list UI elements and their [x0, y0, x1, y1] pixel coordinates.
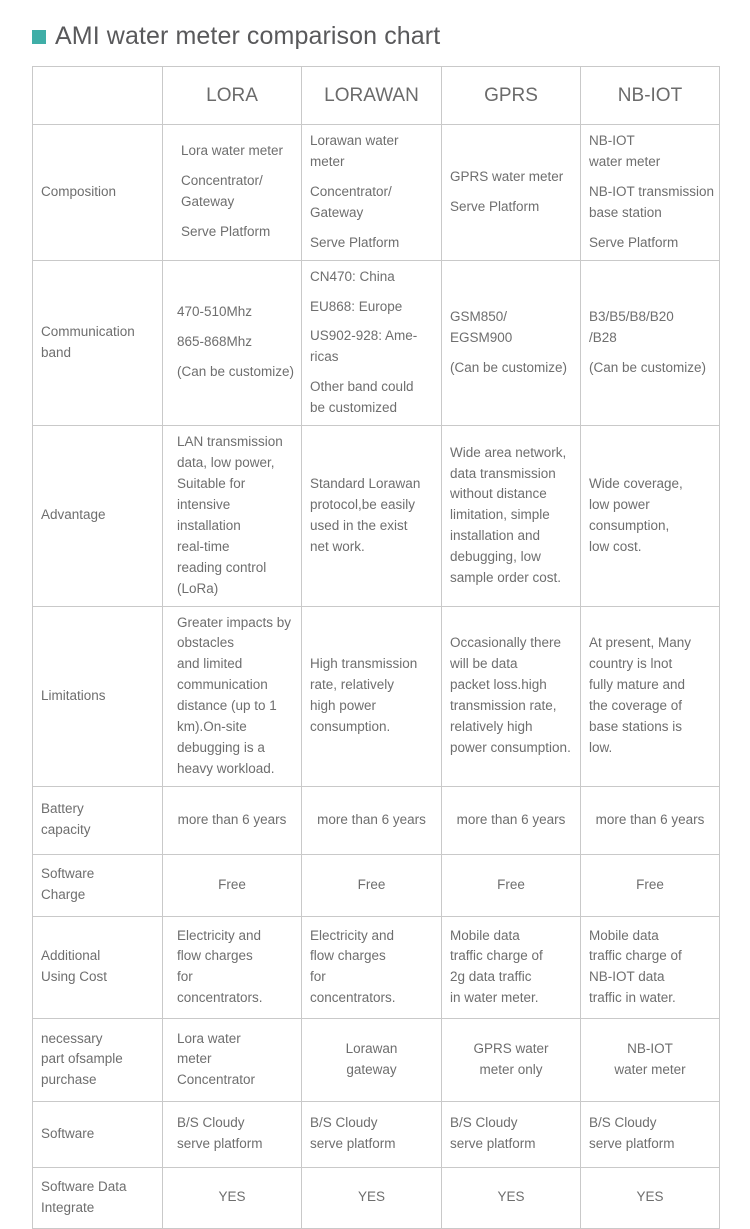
cell-composition-lorawan [302, 125, 442, 261]
cell-line: B/S Cloudy [177, 1115, 245, 1131]
cell-band-gprs [442, 260, 581, 426]
cell-line: Lora water meter [181, 143, 284, 159]
cell-limitations-gprs [442, 606, 581, 786]
cell-line: capacity [41, 822, 91, 838]
cell-charge-gprs: Free [442, 854, 581, 916]
cell-line: Additional [41, 948, 101, 964]
cell-line: Battery [41, 801, 84, 817]
cell-line: the coverage of [589, 698, 683, 714]
cell-line: be customized [310, 400, 398, 416]
cell-line: country is lnot [589, 656, 673, 672]
page-title [0, 0, 750, 48]
cell-line: necessary [41, 1030, 103, 1046]
cell-line: Serve Platform [450, 198, 540, 214]
cell-composition-gprs [442, 125, 581, 261]
cell-line: will be data [450, 656, 518, 672]
row-label-limitations: Limitations [33, 606, 163, 786]
cell-line: (Can be customize) [450, 359, 568, 375]
row-label-advantage: Advantage [33, 426, 163, 606]
cell-line: meter only [479, 1061, 543, 1077]
cell-line: installation and [450, 528, 541, 544]
cell-line: in water meter. [450, 990, 539, 1006]
cell-line: Suitable for [177, 475, 246, 491]
table-row [33, 1018, 720, 1101]
cell-integrate-lora: YES [163, 1167, 302, 1228]
cell-line: concentrators. [310, 990, 396, 1006]
cell-line: Greater impacts by [177, 614, 292, 630]
cell-line: Software [41, 866, 95, 882]
header-cell-gprs: GPRS [442, 67, 581, 125]
cell-battery-lorawan: more than 6 years [302, 786, 442, 854]
cell-line: data transmission [450, 465, 556, 481]
cell-integrate-lorawan: YES [302, 1167, 442, 1228]
cell-line: fully mature and [589, 677, 686, 693]
cell-line: distance (up to 1 [177, 698, 277, 714]
cell-line: (Can be customize) [177, 364, 295, 380]
cell-line: Other band could [310, 379, 414, 395]
table-row [33, 1167, 720, 1228]
table-row [33, 426, 720, 606]
cell-advantage-lora [163, 426, 302, 606]
cell-line: NB-IOT [589, 133, 635, 148]
cell-line: real-time [177, 538, 230, 554]
cell-line: protocol,be easily [310, 496, 416, 512]
cell-cost-nbiot [581, 916, 720, 1018]
cell-band-lorawan [302, 260, 442, 426]
cell-line: NB-IOT transmission [589, 183, 715, 199]
cell-line: low power [589, 496, 650, 512]
cell-line: serve platform [310, 1136, 396, 1152]
table-row [33, 1101, 720, 1167]
cell-line: consumption, [589, 517, 670, 533]
cell-software-gprs [442, 1101, 581, 1167]
cell-integrate-gprs: YES [442, 1167, 581, 1228]
cell-line: US902-928: Ame- [310, 328, 418, 344]
cell-line: Wide area network, [450, 444, 567, 460]
cell-line: 2g data traffic [450, 969, 532, 985]
cell-band-nbiot [581, 260, 720, 426]
cell-line: power consumption. [450, 740, 571, 756]
cell-line: Using Cost [41, 969, 108, 985]
cell-charge-lorawan: Free [302, 854, 442, 916]
cell-part-lorawan [302, 1018, 442, 1101]
header-cell-blank [33, 67, 163, 125]
cell-line: water meter [614, 1061, 686, 1077]
cell-line: B/S Cloudy [589, 1115, 657, 1131]
cell-line: 470-510Mhz [177, 304, 253, 320]
cell-line: (Can be customize) [589, 359, 707, 375]
cell-line: Software Data [41, 1178, 127, 1194]
row-label-additional-using-cost [33, 916, 163, 1018]
cell-battery-gprs: more than 6 years [442, 786, 581, 854]
cell-composition-nbiot [581, 125, 720, 261]
cell-line: B3/B5/B8/B20 [589, 308, 674, 324]
cell-line: serve platform [589, 1136, 675, 1152]
cell-part-nbiot [581, 1018, 720, 1101]
cell-advantage-gprs [442, 426, 581, 606]
cell-line: meter [310, 153, 345, 169]
cell-line: 865-868Mhz [177, 334, 253, 350]
cell-line: for [177, 969, 193, 985]
cell-line: intensive [177, 496, 231, 512]
cell-line: transmission rate, [450, 698, 557, 714]
cell-line: Communication [41, 323, 135, 339]
cell-line: packet loss.high [450, 677, 547, 693]
cell-charge-nbiot: Free [581, 854, 720, 916]
cell-line: gateway [346, 1061, 397, 1077]
cell-line: debugging, low [450, 549, 541, 565]
cell-line: NB-IOT data [589, 969, 665, 985]
cell-limitations-nbiot [581, 606, 720, 786]
cell-line: km).On-site [177, 719, 247, 735]
cell-line: without distance [450, 486, 547, 502]
cell-line: EU868: Europe [310, 298, 403, 314]
cell-part-gprs [442, 1018, 581, 1101]
cell-limitations-lora [163, 606, 302, 786]
cell-line: serve platform [450, 1136, 536, 1152]
cell-line: limitation, simple [450, 507, 550, 523]
row-label-communication-band [33, 260, 163, 426]
cell-line: Integrate [41, 1199, 95, 1215]
cell-line: for [310, 969, 326, 985]
table-row [33, 916, 720, 1018]
cell-line: Serve Platform [589, 234, 679, 250]
cell-line: Lorawan water [310, 133, 399, 148]
cell-band-lora [163, 260, 302, 426]
cell-line: and limited [177, 656, 243, 672]
cell-line: high power [310, 698, 377, 714]
comparison-table-wrapper [32, 66, 719, 1229]
cell-limitations-lorawan [302, 606, 442, 786]
cell-line: ricas [310, 349, 339, 365]
cell-battery-lora: more than 6 years [163, 786, 302, 854]
cell-advantage-lorawan [302, 426, 442, 606]
cell-line: GPRS water [473, 1040, 549, 1056]
cell-integrate-nbiot: YES [581, 1167, 720, 1228]
cell-line: flow charges [310, 948, 386, 964]
cell-software-nbiot [581, 1101, 720, 1167]
cell-line: At present, Many [589, 635, 692, 651]
row-label-software-charge [33, 854, 163, 916]
cell-line: Occasionally there [450, 635, 562, 651]
table-row [33, 786, 720, 854]
cell-software-lora [163, 1101, 302, 1167]
row-label-battery-capacity [33, 786, 163, 854]
cell-line: CN470: China [310, 268, 395, 284]
cell-line: traffic charge of [589, 948, 682, 964]
cell-line: data, low power, [177, 455, 275, 471]
cell-line: (LoRa) [177, 580, 219, 596]
row-label-software: Software [33, 1101, 163, 1167]
row-label-software-data-integrate [33, 1167, 163, 1228]
cell-line: rate, relatively [310, 677, 395, 693]
cell-line: EGSM900 [450, 329, 513, 345]
cell-line: GPRS water meter [450, 168, 564, 184]
cell-line: LAN transmission [177, 434, 283, 450]
cell-advantage-nbiot [581, 426, 720, 606]
cell-cost-gprs [442, 916, 581, 1018]
cell-line: flow charges [177, 948, 253, 964]
cell-line: Serve Platform [181, 224, 271, 240]
cell-line: reading control [177, 559, 267, 575]
cell-line: net work. [310, 538, 365, 554]
cell-part-lora [163, 1018, 302, 1101]
cell-battery-nbiot: more than 6 years [581, 786, 720, 854]
cell-line: GSM850/ [450, 308, 508, 324]
header-cell-lora: LORA [163, 67, 302, 125]
cell-line: Standard Lorawan [310, 475, 421, 491]
table-header-row [33, 67, 720, 125]
cell-line: /B28 [589, 329, 617, 345]
cell-line: part ofsample [41, 1051, 123, 1067]
cell-line: consumption. [310, 719, 391, 735]
cell-line: Charge [41, 887, 86, 903]
cell-line: Concentrator/ [181, 173, 263, 189]
cell-line: Wide coverage, [589, 475, 683, 491]
cell-line: Electricity and [310, 927, 395, 943]
cell-cost-lorawan [302, 916, 442, 1018]
cell-line: traffic in water. [589, 990, 676, 1006]
cell-software-lorawan [302, 1101, 442, 1167]
cell-line: Concentrator [177, 1072, 256, 1088]
cell-line: communication [177, 677, 268, 693]
row-label-necessary-part [33, 1018, 163, 1101]
cell-line: Gateway [181, 194, 235, 210]
header-cell-nbiot: NB-IOT [581, 67, 720, 125]
cell-line: purchase [41, 1072, 97, 1088]
cell-line: traffic charge of [450, 948, 543, 964]
cell-composition-lora [163, 125, 302, 261]
cell-line: Lorawan [345, 1040, 398, 1056]
cell-charge-lora: Free [163, 854, 302, 916]
cell-line: B/S Cloudy [450, 1115, 518, 1131]
cell-line: serve platform [177, 1136, 263, 1152]
cell-line: Lora water [177, 1030, 241, 1046]
cell-line: B/S Cloudy [310, 1115, 378, 1131]
table-row [33, 606, 720, 786]
table-row [33, 854, 720, 916]
cell-line: meter [177, 1051, 212, 1067]
row-label-composition: Composition [33, 125, 163, 261]
table-row [33, 260, 720, 426]
cell-line: base stations is [589, 719, 683, 735]
cell-line: low cost. [589, 538, 642, 554]
cell-line: concentrators. [177, 990, 263, 1006]
cell-line: heavy workload. [177, 760, 275, 776]
cell-line: High transmission [310, 656, 418, 672]
cell-line: sample order cost. [450, 570, 562, 586]
cell-line: band [41, 344, 72, 360]
cell-line: Concentrator/ [310, 183, 392, 199]
cell-line: base station [589, 204, 662, 220]
header-cell-lorawan: LORAWAN [302, 67, 442, 125]
cell-line: water meter [589, 153, 661, 169]
cell-line: Electricity and [177, 927, 262, 943]
cell-line: used in the exist [310, 517, 408, 533]
cell-line: debugging is a [177, 740, 265, 756]
cell-line: NB-IOT [627, 1040, 673, 1056]
cell-line: Serve Platform [310, 234, 400, 250]
cell-cost-lora [163, 916, 302, 1018]
cell-line: low. [589, 740, 613, 756]
cell-line: Mobile data [589, 927, 659, 943]
table-row [33, 125, 720, 261]
page-title-text: AMI water meter comparison chart [55, 21, 441, 50]
cell-line: obstacles [177, 635, 235, 651]
cell-line: relatively high [450, 719, 533, 735]
comparison-table [32, 66, 720, 1229]
bullet-square-icon [32, 30, 46, 44]
cell-line: Gateway [310, 204, 364, 220]
cell-line: installation [177, 517, 241, 533]
cell-line: Mobile data [450, 927, 520, 943]
